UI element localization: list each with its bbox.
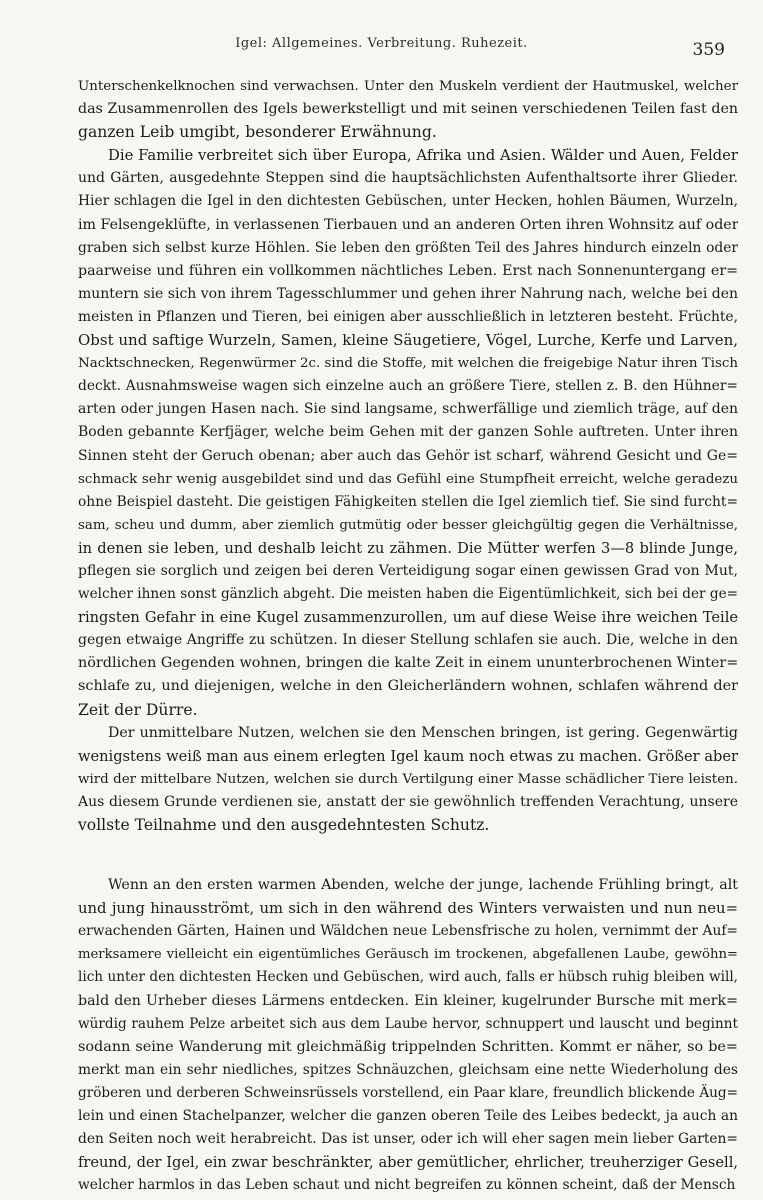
text-line: ringsten Gefahr in eine Kugel zusammenzurollen, um auf diese Weise ihre weichen Teile xyxy=(78,609,738,627)
body-text xyxy=(78,75,738,1197)
text-line: wenigstens weiß man aus einem erlegten Igel kaum noch etwas zu machen. Größer aber xyxy=(78,747,738,765)
text-line: Hier schlagen die Igel in den dichtesten Gebüschen, unter Hecken, hohlen Bäumen, Wurzeln, xyxy=(78,193,738,210)
text-line: Obst und saftige Wurzeln, Samen, kleine Säugetiere, Vögel, Lurche, Kerfe und Larven, xyxy=(78,331,738,350)
text-line: in denen sie leben, und deshalb leicht zu zähmen. Die Mütter werfen 3—8 blinde Junge, xyxy=(78,539,738,557)
text-line: muntern sie sich von ihrem Tagesschlummer und gehen ihrer Nahrung nach, welche bei den xyxy=(78,285,738,302)
running-head: Igel: Allgemeines. Verbreitung. Ruhezeit. xyxy=(235,36,528,51)
paragraph xyxy=(78,874,738,1197)
text-line: graben sich selbst kurze Höhlen. Sie leben den größten Teil des Jahres hindurch einzeln oder xyxy=(78,239,738,256)
text-line: sodann seine Wanderung mit gleichmäßig trippelnden Schritten. Kommt er näher, so be= xyxy=(78,1038,738,1055)
text-line: und jung hinausströmt, um sich in den während des Winters verwaisten und nun neu= xyxy=(78,900,738,918)
text-line: und Gärten, ausgedehnte Steppen sind die hauptsächlichsten Aufenthaltsorte ihrer Glieder. xyxy=(78,170,738,187)
text-line: welcher harmlos in das Leben schaut und nicht begreifen zu können scheint, daß der Mensch xyxy=(78,1177,736,1194)
paragraph xyxy=(78,144,738,721)
paragraph xyxy=(78,75,738,144)
text-line: deckt. Ausnahmsweise wagen sich einzelne auch an größere Tiere, stellen z. B. den Hühner= xyxy=(78,378,738,395)
text-line: welcher ihnen sonst gänzlich abgeht. Die meisten haben die Eigentümlichkeit, sich bei der ge= xyxy=(78,586,738,603)
text-line: Nacktschnecken, Regenwürmer 2c. sind die Stoffe, mit welchen die freigebige Natur ihren Tisch xyxy=(78,356,738,372)
text-line: merkt man ein sehr niedliches, spitzes Schnäuzchen, gleichsam eine nette Wiederholung des xyxy=(78,1061,738,1078)
text-line: schlafe zu, und diejenigen, welche in den Gleicherländern wohnen, schlafen während der xyxy=(78,678,738,695)
text-line: lich unter den dichtesten Hecken und Gebüschen, wird auch, falls er hübsch ruhig bleiben will, xyxy=(78,969,738,986)
text-line: das Zusammenrollen des Igels bewerkstelligt und mit seinen verschiedenen Teilen fast den xyxy=(78,101,738,118)
text-line: den Seiten noch weit herabreicht. Das ist unser, oder ich will eher sagen mein lieber Garten= xyxy=(78,1131,738,1148)
text-line: Aus diesem Grunde verdienen sie, anstatt der sie gewöhnlich treffenden Verachtung, unsere xyxy=(78,793,738,810)
text-line: vollste Teilnahme und den ausgedehntesten Schutz. xyxy=(78,816,490,834)
text-line: würdig rauhem Pelze arbeitet sich aus dem Laube hervor, schnuppert und lauscht und beginnt xyxy=(78,1015,738,1032)
text-line: merksamere vielleicht ein eigentümliches Geräusch im trockenen, abgefallenen Laube, gewöhn= xyxy=(78,947,738,963)
paragraph xyxy=(78,722,738,837)
text-line: gegen etwaige Angriffe zu schützen. In dieser Stellung schlafen sie auch. Die, welche in den xyxy=(78,632,738,649)
text-line: sam, scheu und dumm, aber ziemlich gutmütig oder besser gleichgültig gegen die Verhältnisse, xyxy=(78,517,738,533)
text-line: Zeit der Dürre. xyxy=(78,700,198,719)
text-line: schmack sehr wenig ausgebildet sind und das Gefühl eine Stumpfheit erreicht, welche geradezu xyxy=(78,471,738,487)
text-line: freund, der Igel, ein zwar beschränkter, aber gemütlicher, ehrlicher, treuherziger Gesell, xyxy=(78,1154,738,1172)
text-line: Die Familie verbreitet sich über Europa, Afrika und Asien. Wälder und Auen, Felder xyxy=(108,147,738,165)
text-line: Sinnen steht der Geruch obenan; aber auch das Gehör ist scharf, während Gesicht und Ge= xyxy=(78,447,738,464)
text-line: ganzen Leib umgibt, besonderer Erwähnung. xyxy=(78,123,437,142)
text-line: pflegen sie sorglich und zeigen bei deren Verteidigung sogar einen gewissen Grad von Mut, xyxy=(78,562,738,579)
text-line: meisten in Pflanzen und Tieren, bei einigen aber ausschließlich in letzteren besteht. Früchte, xyxy=(78,308,738,325)
text-line: lein und einen Stachelpanzer, welcher die ganzen oberen Teile des Leibes bedeckt, ja auch an xyxy=(78,1108,738,1125)
section-gap xyxy=(78,837,738,874)
text-line: bald den Urheber dieses Lärmens entdecken. Ein kleiner, kugelrunder Bursche mit merk= xyxy=(78,992,738,1009)
text-line: erwachenden Gärten, Hainen und Wäldchen neue Lebensfrische zu holen, vernimmt der Auf= xyxy=(78,923,738,940)
text-line: gröberen und derberen Schweinsrüssels vorstellend, ein Paar klare, freundlich blickende Äug= xyxy=(78,1084,738,1101)
page-number: 359 xyxy=(692,40,725,60)
text-line: arten oder jungen Hasen nach. Sie sind langsame, schwerfällige und ziemlich träge, auf den xyxy=(78,401,738,418)
text-line: im Felsengeklüfte, in verlassenen Tierbauen und an anderen Orten ihren Wohnsitz auf oder xyxy=(78,216,738,233)
text-line: Unterschenkelknochen sind verwachsen. Unter den Muskeln verdient der Hautmuskel, welcher xyxy=(78,79,738,94)
text-line: Boden gebannte Kerfjäger, welche beim Gehen mit der ganzen Sohle auftreten. Unter ihren xyxy=(78,424,738,441)
text-line: ohne Beispiel dasteht. Die geistigen Fähigkeiten stellen die Igel ziemlich tief. Sie sind furcht= xyxy=(78,493,738,510)
text-line: nördlichen Gegenden wohnen, bringen die kalte Zeit in einem ununterbrochenen Winter= xyxy=(78,655,738,672)
text-line: paarweise und führen ein vollkommen nächtliches Leben. Erst nach Sonnenuntergang er= xyxy=(78,262,738,279)
text-line: Wenn an den ersten warmen Abenden, welche der junge, lachende Frühling bringt, alt xyxy=(108,877,738,894)
text-line: wird der mittelbare Nutzen, welchen sie durch Vertilgung einer Masse schädlicher Tiere leisten. xyxy=(78,771,738,787)
text-line: Der unmittelbare Nutzen, welchen sie den Menschen bringen, ist gering. Gegenwärtig xyxy=(108,724,738,741)
